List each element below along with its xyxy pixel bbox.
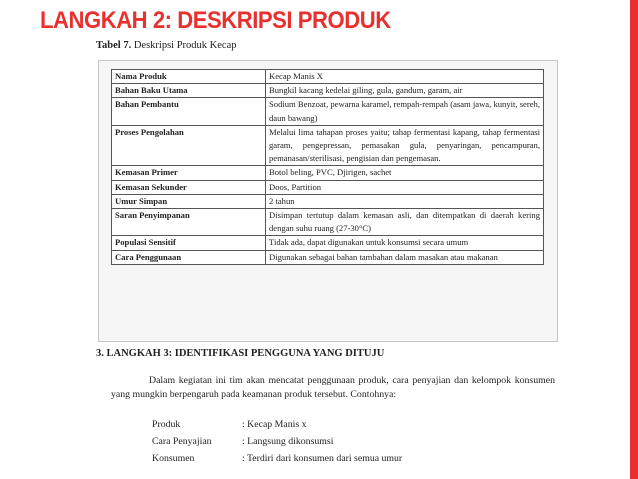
row-value: Kecap Manis X [266,70,544,84]
row-value: Doos, Partition [266,180,544,194]
table-row [112,180,544,194]
row-key: Kemasan Primer [112,166,266,180]
row-key: Cara Penggunaan [112,250,266,264]
row-value: Sodium Benzoat, pewarna karamel, rempah-rempah (asam jawa, kunyit, sereh, daun bawang) [266,98,544,125]
example-line [152,419,306,430]
row-value: Botol beling, PVC, Djirigen, sachet [266,166,544,180]
row-key: Populasi Sensitif [112,236,266,250]
row-key: Umur Simpan [112,194,266,208]
table-row [112,250,544,264]
table-row [112,236,544,250]
row-key: Saran Penyimpanan [112,209,266,236]
table-row [112,194,544,208]
table-row [112,125,544,166]
example-line [152,453,402,464]
section-heading: 3. LANGKAH 3: IDENTIFIKASI PENGGUNA YANG DITUJU [96,348,385,359]
row-key: Bahan Pembantu [112,98,266,125]
table-caption [96,40,237,51]
row-key: Nama Produk [112,70,266,84]
row-value: Disimpan tertutup dalam kemasan asli, dan ditempatkan di daerah kering dengan suhu ruang (27-30°C) [266,209,544,236]
example-label: Cara Penyajian [152,436,212,447]
row-value: Melalui lima tahapan proses yaitu; tahap fermentasi kapang, tahap fermentasi garam, pengepressan, pemasakan gula, penyaringan, pencampuran, pemanasan/sterilisasi, pengisian dan pengemasan. [266,125,544,166]
example-value: : Terdiri dari konsumen dari semua umur [242,453,403,464]
example-line [152,436,333,447]
section-paragraph: Dalam kegiatan ini tim akan mencatat penggunaan produk, cara penyajian dan kelompok konsumen yang mungkin berpengaruh pada keamanan produk tersebut. Contohnya: [111,375,555,401]
row-value: Tidak ada, dapat digunakan untuk konsumsi secara umum [266,236,544,250]
example-value: : Kecap Manis x [242,419,307,430]
table-row [112,209,544,236]
table-row [112,98,544,125]
table-row [112,70,544,84]
accent-bar [630,0,638,479]
row-value: 2 tahun [266,194,544,208]
slide-title: LANGKAH 2: DESKRIPSI PRODUK [40,7,391,34]
row-value: Bungkil kacang kedelai giling, gula, gandum, garam, air [266,84,544,98]
row-key: Kemasan Sekunder [112,180,266,194]
table-row [112,166,544,180]
example-label: Konsumen [152,453,195,464]
example-label: Produk [152,419,181,430]
table-row [112,84,544,98]
caption-label: Tabel 7. [96,40,132,51]
row-key: Proses Pengolahan [112,125,266,166]
product-description-table [111,69,544,265]
row-key: Bahan Baku Utama [112,84,266,98]
row-value: Digunakan sebagai bahan tambahan dalam masakan atau makanan [266,250,544,264]
example-value: : Langsung dikonsumsi [242,436,334,447]
caption-text: Deskripsi Produk Kecap [131,40,237,51]
